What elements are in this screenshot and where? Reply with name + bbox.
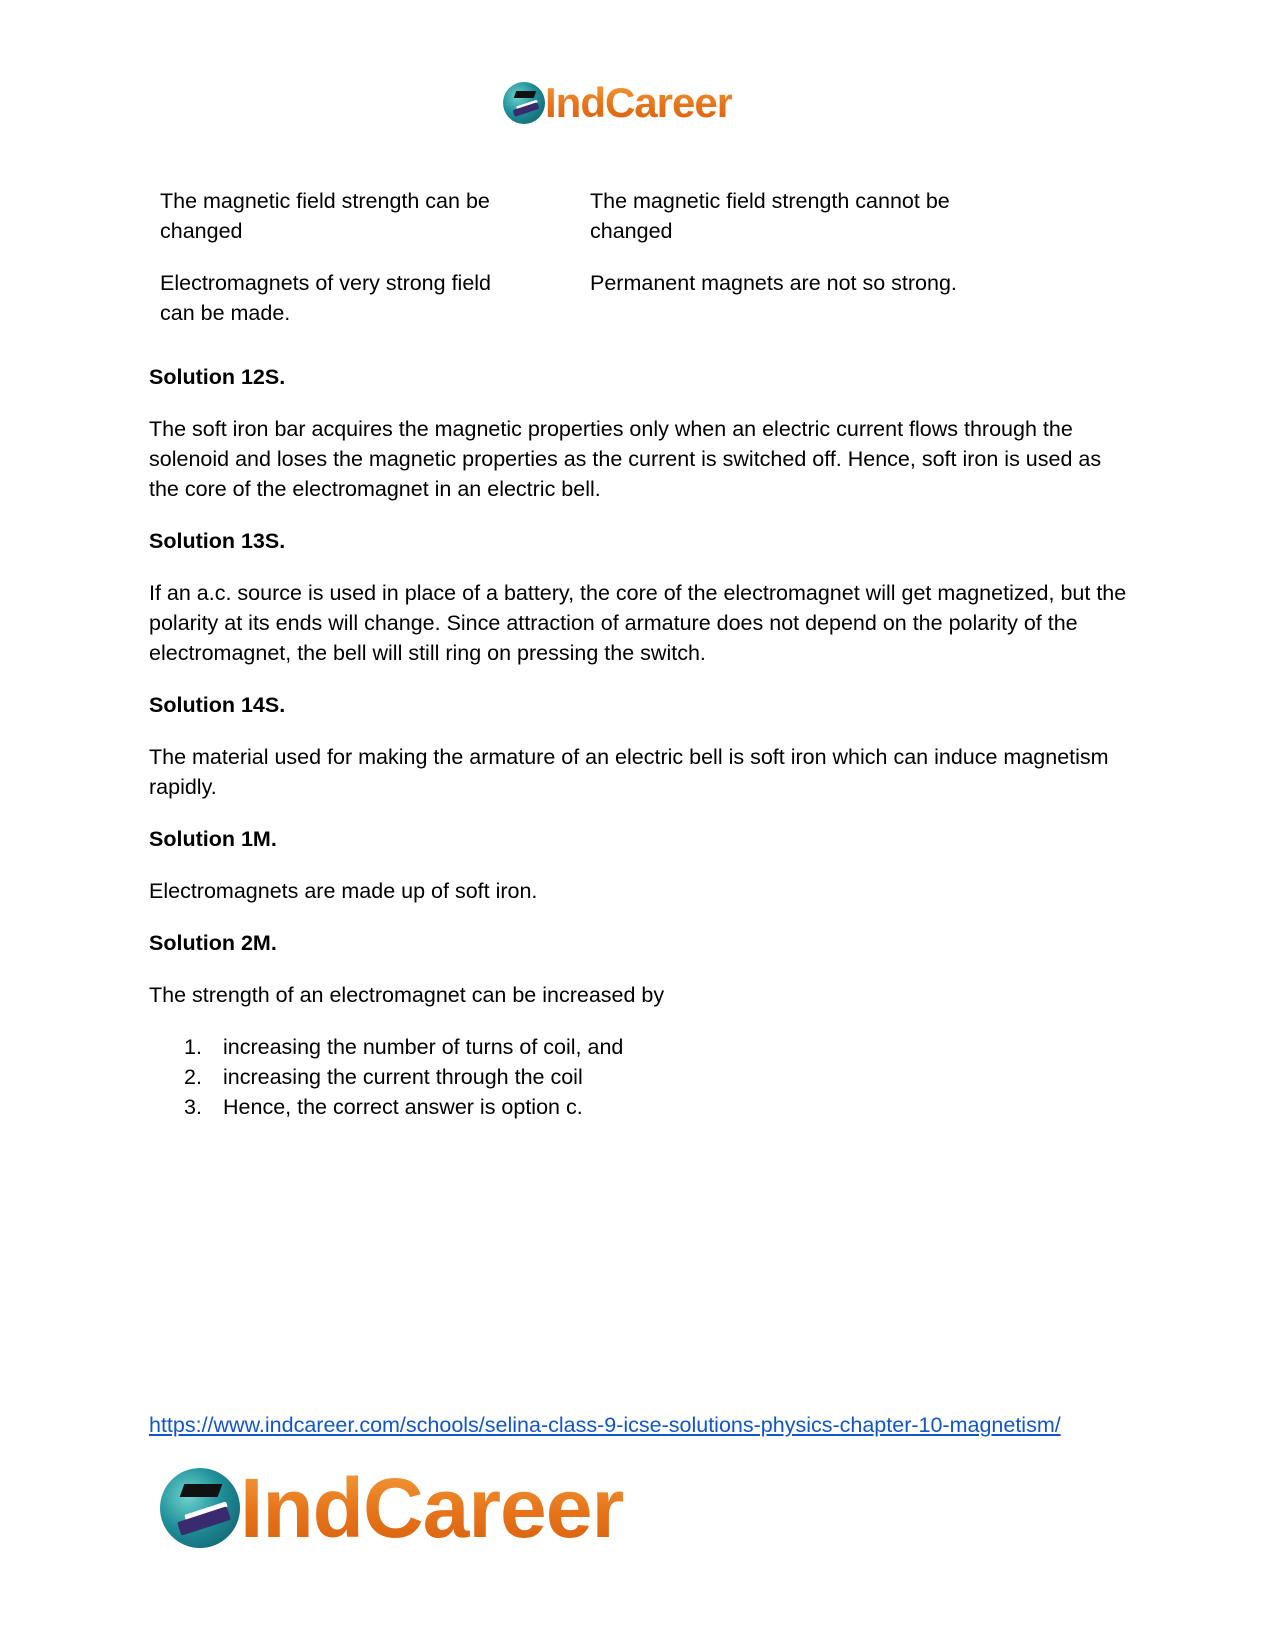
list-number: 3.	[184, 1095, 202, 1119]
solutions-content	[149, 362, 1129, 1122]
globe-book-icon	[503, 82, 545, 124]
table-row	[160, 186, 980, 246]
solution-heading: Solution 1M.	[149, 827, 277, 851]
list-item	[184, 1092, 1129, 1122]
list-number: 2.	[184, 1065, 202, 1089]
solution-text: Electromagnets are made up of soft iron.	[149, 879, 538, 903]
table-row	[160, 268, 980, 328]
footer-logo-text: IndCareer	[240, 1461, 624, 1555]
list-item-text: increasing the number of turns of coil, and	[223, 1035, 624, 1059]
list-item	[184, 1032, 1129, 1062]
header-logo-text: IndCareer	[545, 79, 733, 126]
list-item-text: Hence, the correct answer is option c.	[223, 1095, 583, 1119]
solution-text: The material used for making the armature of an electric bell is soft iron which can induce magnetism rapidly.	[149, 745, 1109, 799]
footer-logo	[160, 1461, 624, 1555]
solution-text: The soft iron bar acquires the magnetic properties only when an electric current flows through the solenoid and loses the magnetic properties as the current is switched off. Hence, soft iron is used as the core of the electromagnet in an electric bell.	[149, 417, 1102, 501]
source-url-link[interactable]: https://www.indcareer.com/schools/selina-class-9-icse-solutions-physics-chapter-10-magnetism/	[149, 1413, 1061, 1437]
solution-text: If an a.c. source is used in place of a battery, the core of the electromagnet will get magnetized, but the polarity at its ends will change. Since attraction of armature does not depend on the polarity of the electromagnet, the bell will still ring on pressing the switch.	[149, 581, 1127, 665]
solution-heading: Solution 2M.	[149, 931, 277, 955]
electromagnet-cell: The magnetic field strength can be changed	[160, 189, 490, 243]
solution-text: The strength of an electromagnet can be increased by	[149, 983, 665, 1007]
solution-heading: Solution 12S.	[149, 365, 286, 389]
list-number: 1.	[184, 1035, 202, 1059]
solution-heading: Solution 14S.	[149, 693, 286, 717]
numbered-list	[149, 1032, 1129, 1122]
solution-heading: Solution 13S.	[149, 529, 286, 553]
electromagnet-cell: Electromagnets of very strong field can be made.	[160, 271, 492, 325]
permanent-magnet-cell: The magnetic field strength cannot be changed	[590, 189, 950, 243]
comparison-table	[160, 186, 980, 350]
globe-book-icon	[160, 1468, 240, 1548]
list-item-text: increasing the current through the coil	[223, 1065, 583, 1089]
permanent-magnet-cell: Permanent magnets are not so strong.	[590, 271, 957, 295]
header-logo	[503, 79, 733, 126]
list-item	[184, 1062, 1129, 1092]
